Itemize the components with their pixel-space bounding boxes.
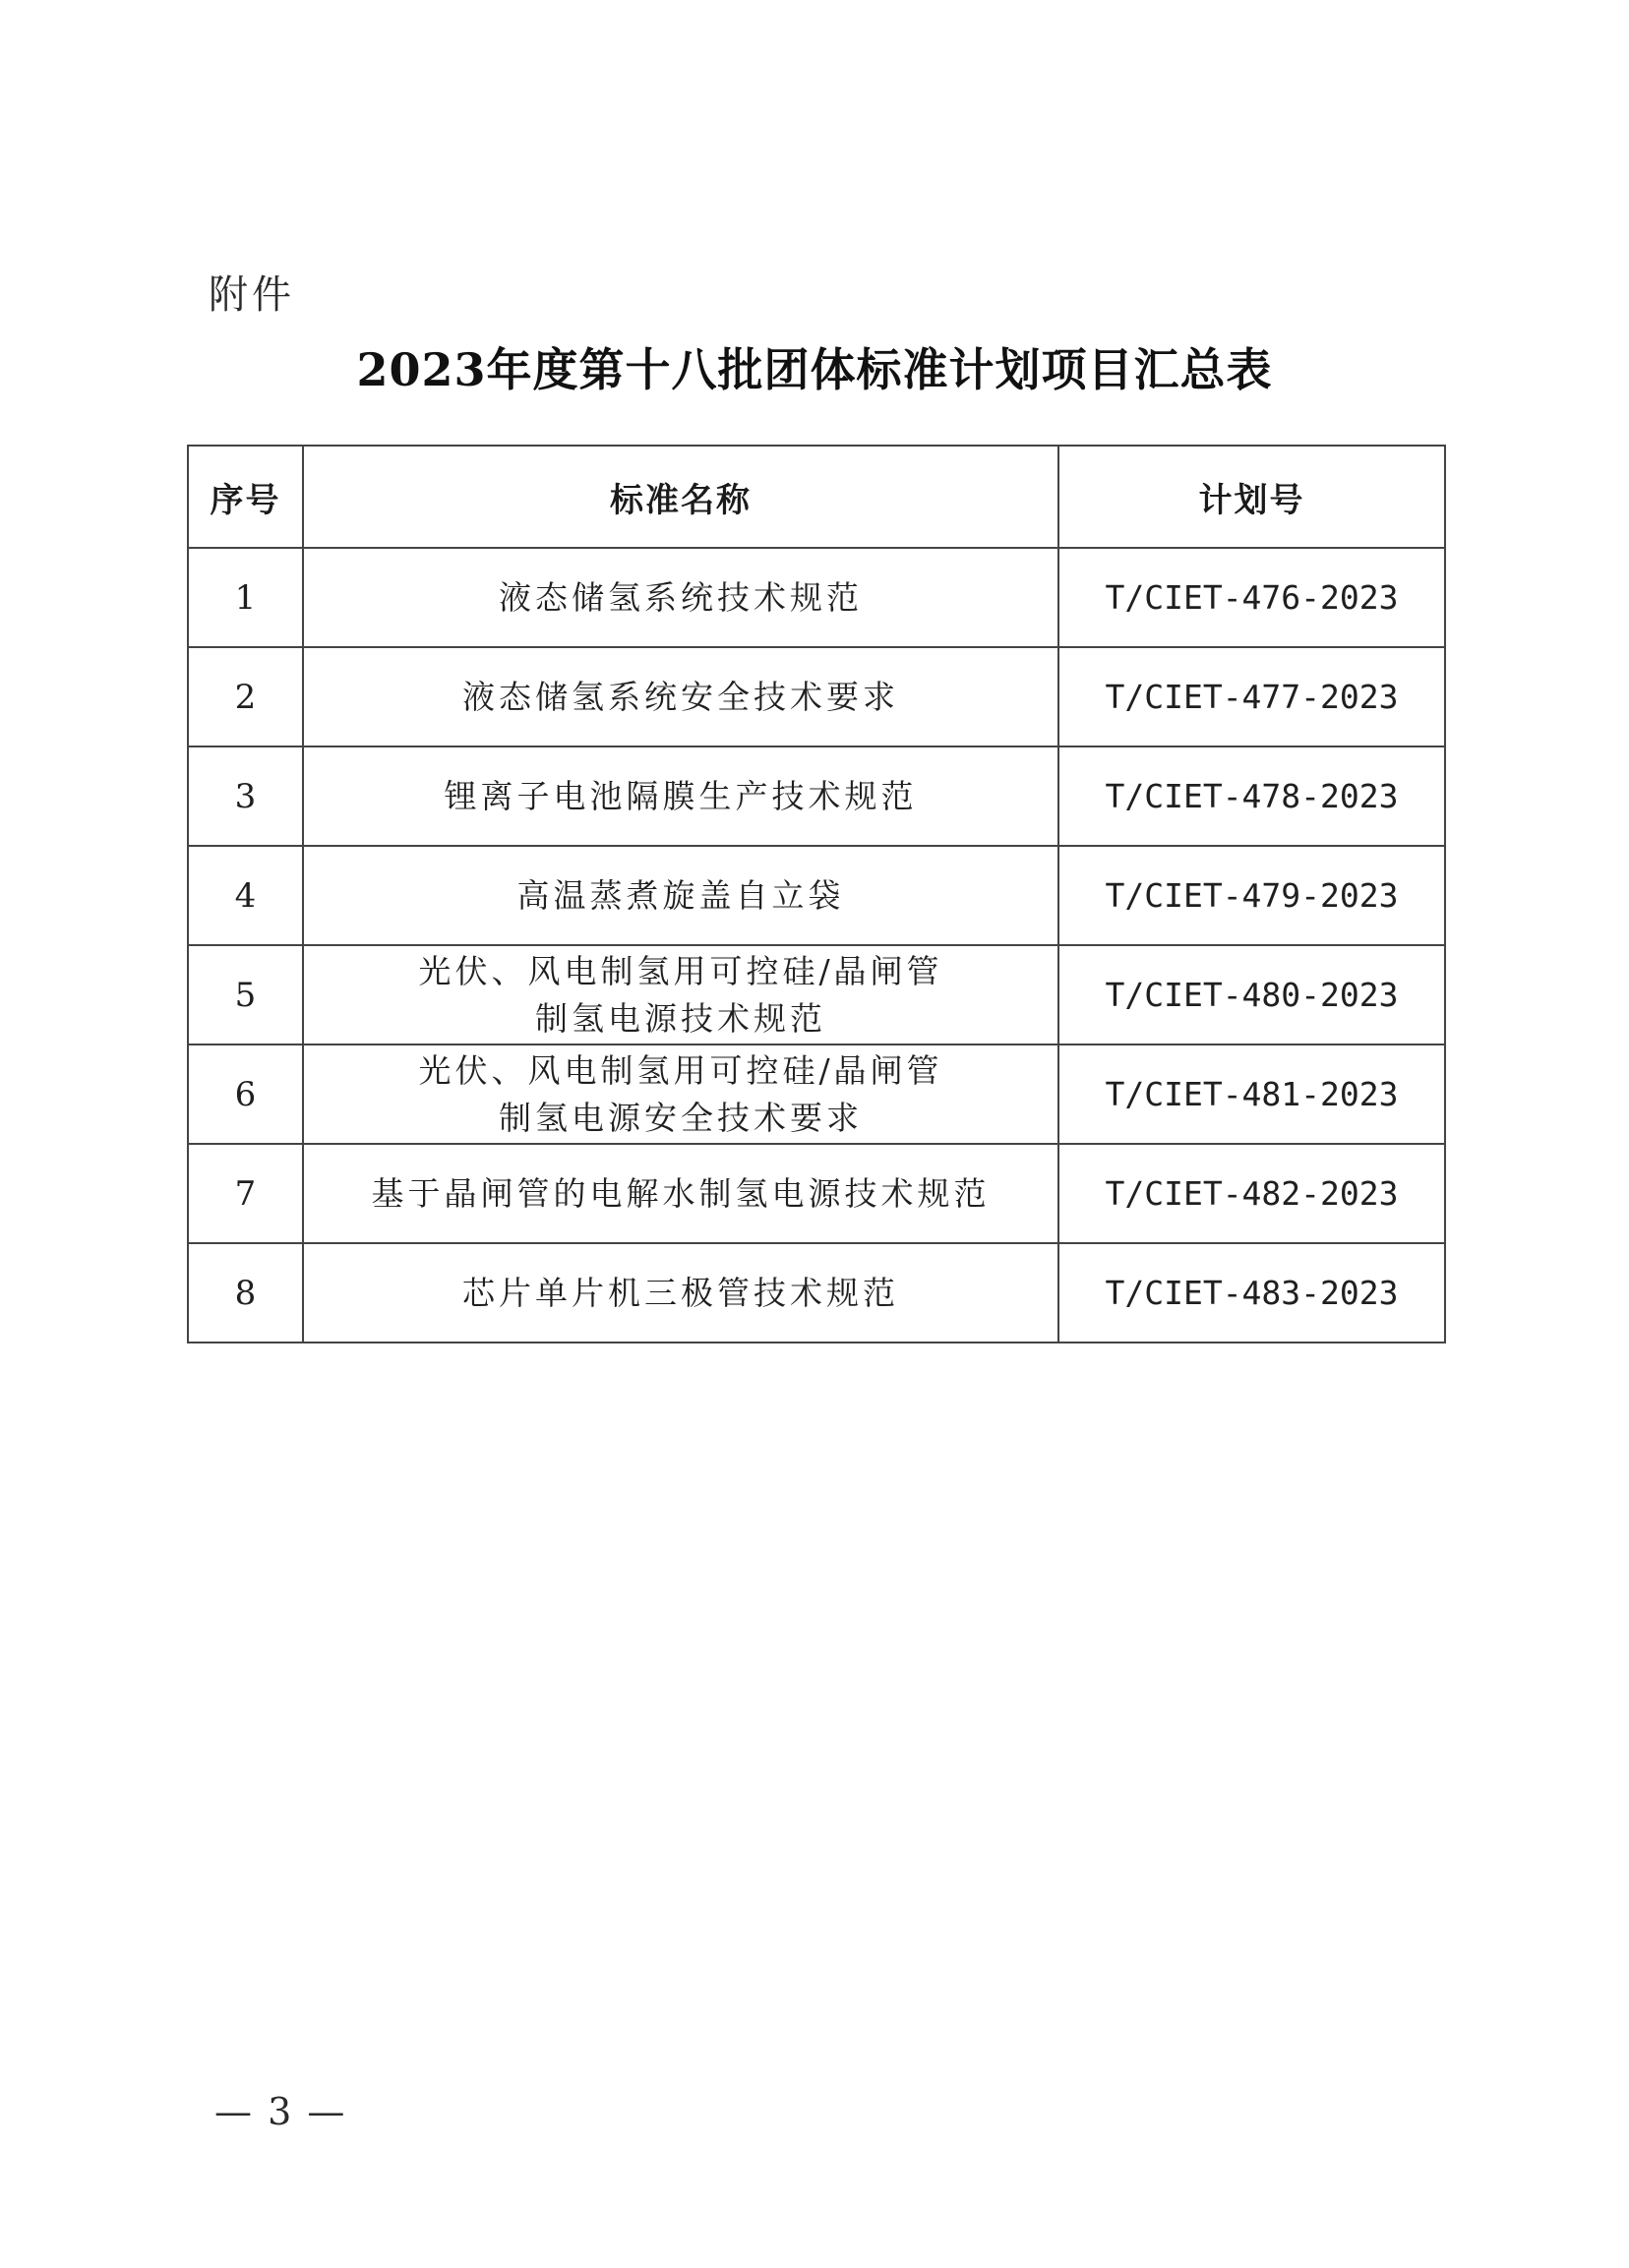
table-row bbox=[188, 945, 1445, 1044]
row-seq: 2 bbox=[188, 647, 303, 746]
row-seq: 7 bbox=[188, 1144, 303, 1243]
row-plan-code: T/CIET-478-2023 bbox=[1058, 746, 1445, 846]
row-seq: 6 bbox=[188, 1044, 303, 1144]
row-standard-name: 锂离子电池隔膜生产技术规范 bbox=[303, 746, 1058, 846]
row-standard-name: 液态储氢系统安全技术要求 bbox=[303, 647, 1058, 746]
row-plan-code: T/CIET-482-2023 bbox=[1058, 1144, 1445, 1243]
column-header-name: 标准名称 bbox=[303, 446, 1058, 548]
table-row bbox=[188, 647, 1445, 746]
row-seq: 3 bbox=[188, 746, 303, 846]
row-standard-name-line2: 制氢电源技术规范 bbox=[535, 998, 826, 1038]
row-plan-code: T/CIET-483-2023 bbox=[1058, 1243, 1445, 1343]
document-title: 2023年度第十八批团体标准计划项目汇总表 bbox=[356, 343, 1273, 396]
table-row bbox=[188, 1243, 1445, 1343]
row-standard-name bbox=[303, 945, 1058, 1044]
row-standard-name-line2: 制氢电源安全技术要求 bbox=[499, 1098, 863, 1137]
row-seq: 1 bbox=[188, 548, 303, 647]
row-standard-name bbox=[303, 1044, 1058, 1144]
column-header-code: 计划号 bbox=[1058, 446, 1445, 548]
table-row bbox=[188, 746, 1445, 846]
row-seq: 8 bbox=[188, 1243, 303, 1343]
table-row bbox=[188, 1144, 1445, 1243]
column-header-seq: 序号 bbox=[188, 446, 303, 548]
table-row bbox=[188, 548, 1445, 647]
row-seq: 4 bbox=[188, 846, 303, 945]
row-plan-code: T/CIET-477-2023 bbox=[1058, 647, 1445, 746]
row-standard-name-line1: 光伏、风电制氢用可控硅/晶闸管 bbox=[418, 1050, 943, 1090]
row-standard-name: 液态储氢系统技术规范 bbox=[303, 548, 1058, 647]
page-number: — 3 — bbox=[214, 2090, 347, 2133]
row-plan-code: T/CIET-476-2023 bbox=[1058, 548, 1445, 647]
table-row bbox=[188, 846, 1445, 945]
row-plan-code: T/CIET-480-2023 bbox=[1058, 945, 1445, 1044]
row-plan-code: T/CIET-479-2023 bbox=[1058, 846, 1445, 945]
table-header-row bbox=[188, 446, 1445, 548]
row-standard-name-line1: 光伏、风电制氢用可控硅/晶闸管 bbox=[418, 951, 943, 990]
row-standard-name: 基于晶闸管的电解水制氢电源技术规范 bbox=[303, 1144, 1058, 1243]
row-standard-name: 芯片单片机三极管技术规范 bbox=[303, 1243, 1058, 1343]
row-plan-code: T/CIET-481-2023 bbox=[1058, 1044, 1445, 1144]
standards-summary-table bbox=[187, 445, 1446, 1343]
table-row bbox=[188, 1044, 1445, 1144]
row-standard-name: 高温蒸煮旋盖自立袋 bbox=[303, 846, 1058, 945]
attachment-label: 附件 bbox=[209, 272, 295, 318]
row-seq: 5 bbox=[188, 945, 303, 1044]
